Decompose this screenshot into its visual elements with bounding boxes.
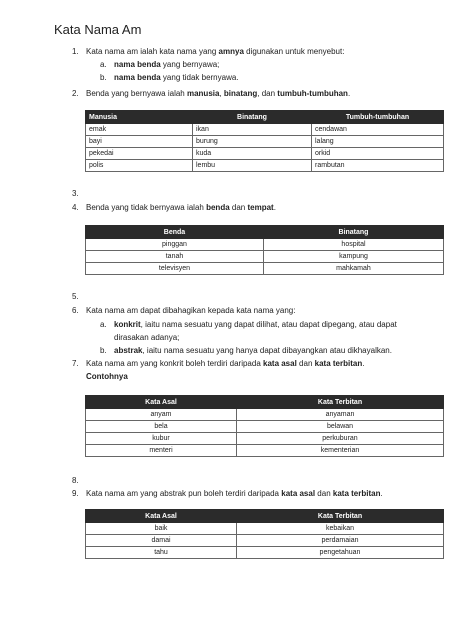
table-cell: pinggan	[86, 239, 264, 251]
column-header: Benda	[86, 226, 264, 239]
concrete-nouns-table	[85, 395, 444, 457]
column-header: Kata Asal	[86, 396, 237, 409]
table-cell: damai	[86, 535, 237, 547]
item-4-number: 4.	[72, 203, 79, 212]
item-9-number: 9.	[72, 489, 79, 498]
table-row	[86, 251, 444, 263]
table-header-row	[86, 226, 444, 239]
table-row	[86, 535, 444, 547]
non-living-things-table	[85, 225, 444, 275]
table-row	[86, 433, 444, 445]
column-header: Kata Terbitan	[237, 510, 444, 523]
column-header: Kata Terbitan	[237, 396, 444, 409]
column-header: Manusia	[86, 111, 193, 124]
table-cell: lembu	[193, 160, 312, 172]
item-1b-text: nama benda yang tidak bernyawa.	[114, 73, 239, 82]
item-4-text: Benda yang tidak bernyawa ialah benda dan tempat.	[86, 203, 276, 212]
table-cell: baik	[86, 523, 237, 535]
page-title: Kata Nama Am	[54, 22, 142, 37]
item-3-number: 3.	[72, 189, 79, 198]
table-header-row	[86, 111, 444, 124]
item-1b-label: b.	[100, 73, 107, 82]
table-cell: kuda	[193, 148, 312, 160]
living-things-table	[85, 110, 444, 172]
item-5-number: 5.	[72, 292, 79, 301]
table-cell: pengetahuan	[237, 547, 444, 559]
item-6b-label: b.	[100, 346, 107, 355]
table-cell: pekedai	[86, 148, 193, 160]
item-8-number: 8.	[72, 476, 79, 485]
table-cell: perdamaian	[237, 535, 444, 547]
table-cell: anyaman	[237, 409, 444, 421]
table-header-row	[86, 396, 444, 409]
item-6-text: Kata nama am dapat dibahagikan kepada kata nama yang:	[86, 306, 296, 315]
table-cell: mahkamah	[264, 263, 444, 275]
table-cell: perkuburan	[237, 433, 444, 445]
table-cell: lalang	[312, 136, 444, 148]
table-row	[86, 148, 444, 160]
item-6a-continuation: dirasakan adanya;	[114, 333, 180, 342]
table-row	[86, 239, 444, 251]
table-cell: burung	[193, 136, 312, 148]
item-7-text: Kata nama am yang konkrit boleh terdiri daripada kata asal dan kata terbitan.	[86, 359, 365, 368]
abstract-nouns-table	[85, 509, 444, 559]
table-row	[86, 445, 444, 457]
table-cell: kebaikan	[237, 523, 444, 535]
item-6a-text: konkrit, iaitu nama sesuatu yang dapat dilihat, atau dapat dipegang, atau dapat	[114, 320, 397, 329]
item-2-number: 2.	[72, 89, 79, 98]
column-header: Binatang	[264, 226, 444, 239]
table-cell: kementerian	[237, 445, 444, 457]
table-row	[86, 523, 444, 535]
column-header: Binatang	[193, 111, 312, 124]
table-cell: tanah	[86, 251, 264, 263]
table-row	[86, 160, 444, 172]
table-cell: orkid	[312, 148, 444, 160]
table-cell: belawan	[237, 421, 444, 433]
table-cell: rambutan	[312, 160, 444, 172]
table-header-row	[86, 510, 444, 523]
table-row	[86, 263, 444, 275]
table-row	[86, 124, 444, 136]
item-9-text: Kata nama am yang abstrak pun boleh terdiri daripada kata asal dan kata terbitan.	[86, 489, 383, 498]
table-cell: tahu	[86, 547, 237, 559]
column-header: Tumbuh-tumbuhan	[312, 111, 444, 124]
table-cell: kubur	[86, 433, 237, 445]
item-6b-text: abstrak, iaitu nama sesuatu yang hanya dapat dibayangkan atau dikhayalkan.	[114, 346, 392, 355]
item-6a-label: a.	[100, 320, 107, 329]
table-row	[86, 421, 444, 433]
item-1-number: 1.	[72, 47, 79, 56]
column-header: Kata Asal	[86, 510, 237, 523]
table-cell: emak	[86, 124, 193, 136]
table-cell: bela	[86, 421, 237, 433]
table-cell: kampung	[264, 251, 444, 263]
item-7-subheading: Contohnya	[86, 372, 128, 381]
table-cell: menteri	[86, 445, 237, 457]
item-6-number: 6.	[72, 306, 79, 315]
item-1a-label: a.	[100, 60, 107, 69]
table-cell: polis	[86, 160, 193, 172]
table-row	[86, 409, 444, 421]
item-7-number: 7.	[72, 359, 79, 368]
table-row	[86, 136, 444, 148]
table-cell: bayi	[86, 136, 193, 148]
item-2-text: Benda yang bernyawa ialah manusia, binatang, dan tumbuh-tumbuhan.	[86, 89, 351, 98]
table-cell: anyam	[86, 409, 237, 421]
table-row	[86, 547, 444, 559]
item-1a-text: nama benda yang bernyawa;	[114, 60, 220, 69]
table-cell: televisyen	[86, 263, 264, 275]
table-cell: hospital	[264, 239, 444, 251]
table-cell: cendawan	[312, 124, 444, 136]
item-1-text: Kata nama am ialah kata nama yang amnya digunakan untuk menyebut:	[86, 47, 345, 56]
table-cell: ikan	[193, 124, 312, 136]
